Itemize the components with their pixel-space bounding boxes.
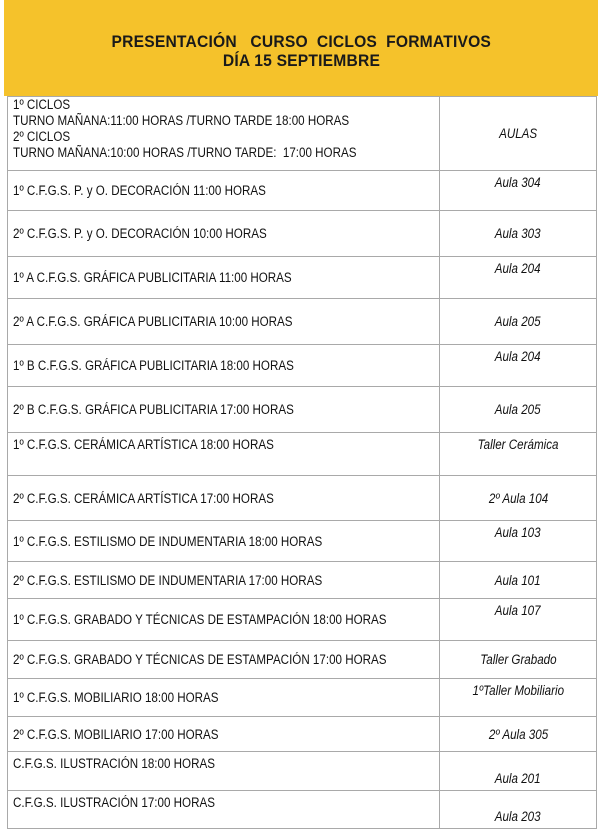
intro-line-4: TURNO MAÑANA:10:00 HORAS /TURNO TARDE: 17:00 HORAS: [13, 145, 357, 160]
room-name: Aula 204: [495, 261, 541, 276]
room-name: Aula 107: [495, 603, 541, 618]
intro-line-1: 1º CICLOS: [13, 97, 71, 112]
room-name: Aula 205: [495, 314, 541, 329]
table-row: [8, 257, 597, 299]
table-row: [8, 433, 597, 476]
course-name: 2º C.F.G.S. GRABADO Y TÉCNICAS DE ESTAMPACIÓN 17:00 HORAS: [13, 652, 387, 667]
course-name: 1º C.F.G.S. P. y O. DECORACIÓN 11:00 HORAS: [13, 183, 266, 198]
table-row: [8, 345, 597, 387]
room-name: Aula 101: [495, 572, 541, 588]
table-row: [8, 387, 597, 433]
room-name: Taller Grabado: [479, 652, 557, 667]
room-header: AULAS: [498, 126, 538, 141]
table-row: [8, 211, 597, 257]
course-name: 1º A C.F.G.S. GRÁFICA PUBLICITARIA 11:00 HORAS: [13, 270, 292, 285]
title-banner: [4, 0, 598, 96]
room-name: Aula 205: [495, 402, 541, 417]
table-row: [8, 476, 597, 521]
table-row: [8, 562, 597, 599]
course-name: C.F.G.S. ILUSTRACIÓN 17:00 HORAS: [13, 795, 215, 810]
room-name: Aula 203: [495, 809, 541, 824]
intro-line-3: 2º CICLOS: [13, 129, 71, 144]
schedule-table: [7, 96, 597, 829]
table-row: [8, 171, 597, 211]
course-name: 1º C.F.G.S. ESTILISMO DE INDUMENTARIA 18:00 HORAS: [13, 533, 323, 549]
course-name: 1º B C.F.G.S. GRÁFICA PUBLICITARIA 18:00 HORAS: [13, 358, 294, 373]
room-name: Aula 201: [495, 771, 541, 786]
course-name: 2º B C.F.G.S. GRÁFICA PUBLICITARIA 17:00 HORAS: [13, 402, 294, 417]
course-name: 2º C.F.G.S. MOBILIARIO 17:00 HORAS: [13, 726, 219, 742]
room-name: 1ºTaller Mobiliario: [472, 683, 564, 698]
room-name: Taller Cerámica: [477, 437, 559, 452]
table-row: [8, 521, 597, 562]
intro-line-2: TURNO MAÑANA:11:00 HORAS /TURNO TARDE 18:00 HORAS: [13, 113, 350, 128]
title-line-1: PRESENTACIÓN CURSO CICLOS FORMATIVOS: [111, 32, 491, 51]
room-name: Aula 304: [495, 175, 541, 190]
room-header-cell: [440, 97, 597, 171]
table-row: [8, 599, 597, 641]
course-name: 2º C.F.G.S. ESTILISMO DE INDUMENTARIA 17:00 HORAS: [13, 572, 323, 588]
table-row: [8, 679, 597, 717]
title-line-2: DÍA 15 SEPTIEMBRE: [222, 51, 380, 70]
course-name: C.F.G.S. ILUSTRACIÓN 18:00 HORAS: [13, 756, 215, 771]
room-name: Aula 303: [495, 226, 541, 241]
intro-row: [8, 97, 597, 171]
table-row: [8, 299, 597, 345]
course-name: 1º C.F.G.S. MOBILIARIO 18:00 HORAS: [13, 690, 219, 705]
room-name: 2º Aula 104: [488, 490, 548, 506]
room-name: Aula 204: [495, 349, 541, 364]
course-name: 1º C.F.G.S. GRABADO Y TÉCNICAS DE ESTAMPACIÓN 18:00 HORAS: [13, 612, 387, 627]
course-name: 2º A C.F.G.S. GRÁFICA PUBLICITARIA 10:00 HORAS: [13, 314, 293, 329]
room-name: Aula 103: [495, 525, 541, 540]
table-row: [8, 752, 597, 791]
table-row: [8, 641, 597, 679]
course-name: 1º C.F.G.S. CERÁMICA ARTÍSTICA 18:00 HORAS: [13, 437, 274, 452]
course-name: 2º C.F.G.S. CERÁMICA ARTÍSTICA 17:00 HORAS: [13, 490, 274, 506]
room-name: 2º Aula 305: [488, 726, 548, 742]
course-name: 2º C.F.G.S. P. y O. DECORACIÓN 10:00 HORAS: [13, 226, 267, 241]
intro-cell: [8, 97, 440, 171]
table-row: [8, 717, 597, 752]
table-row: [8, 791, 597, 829]
